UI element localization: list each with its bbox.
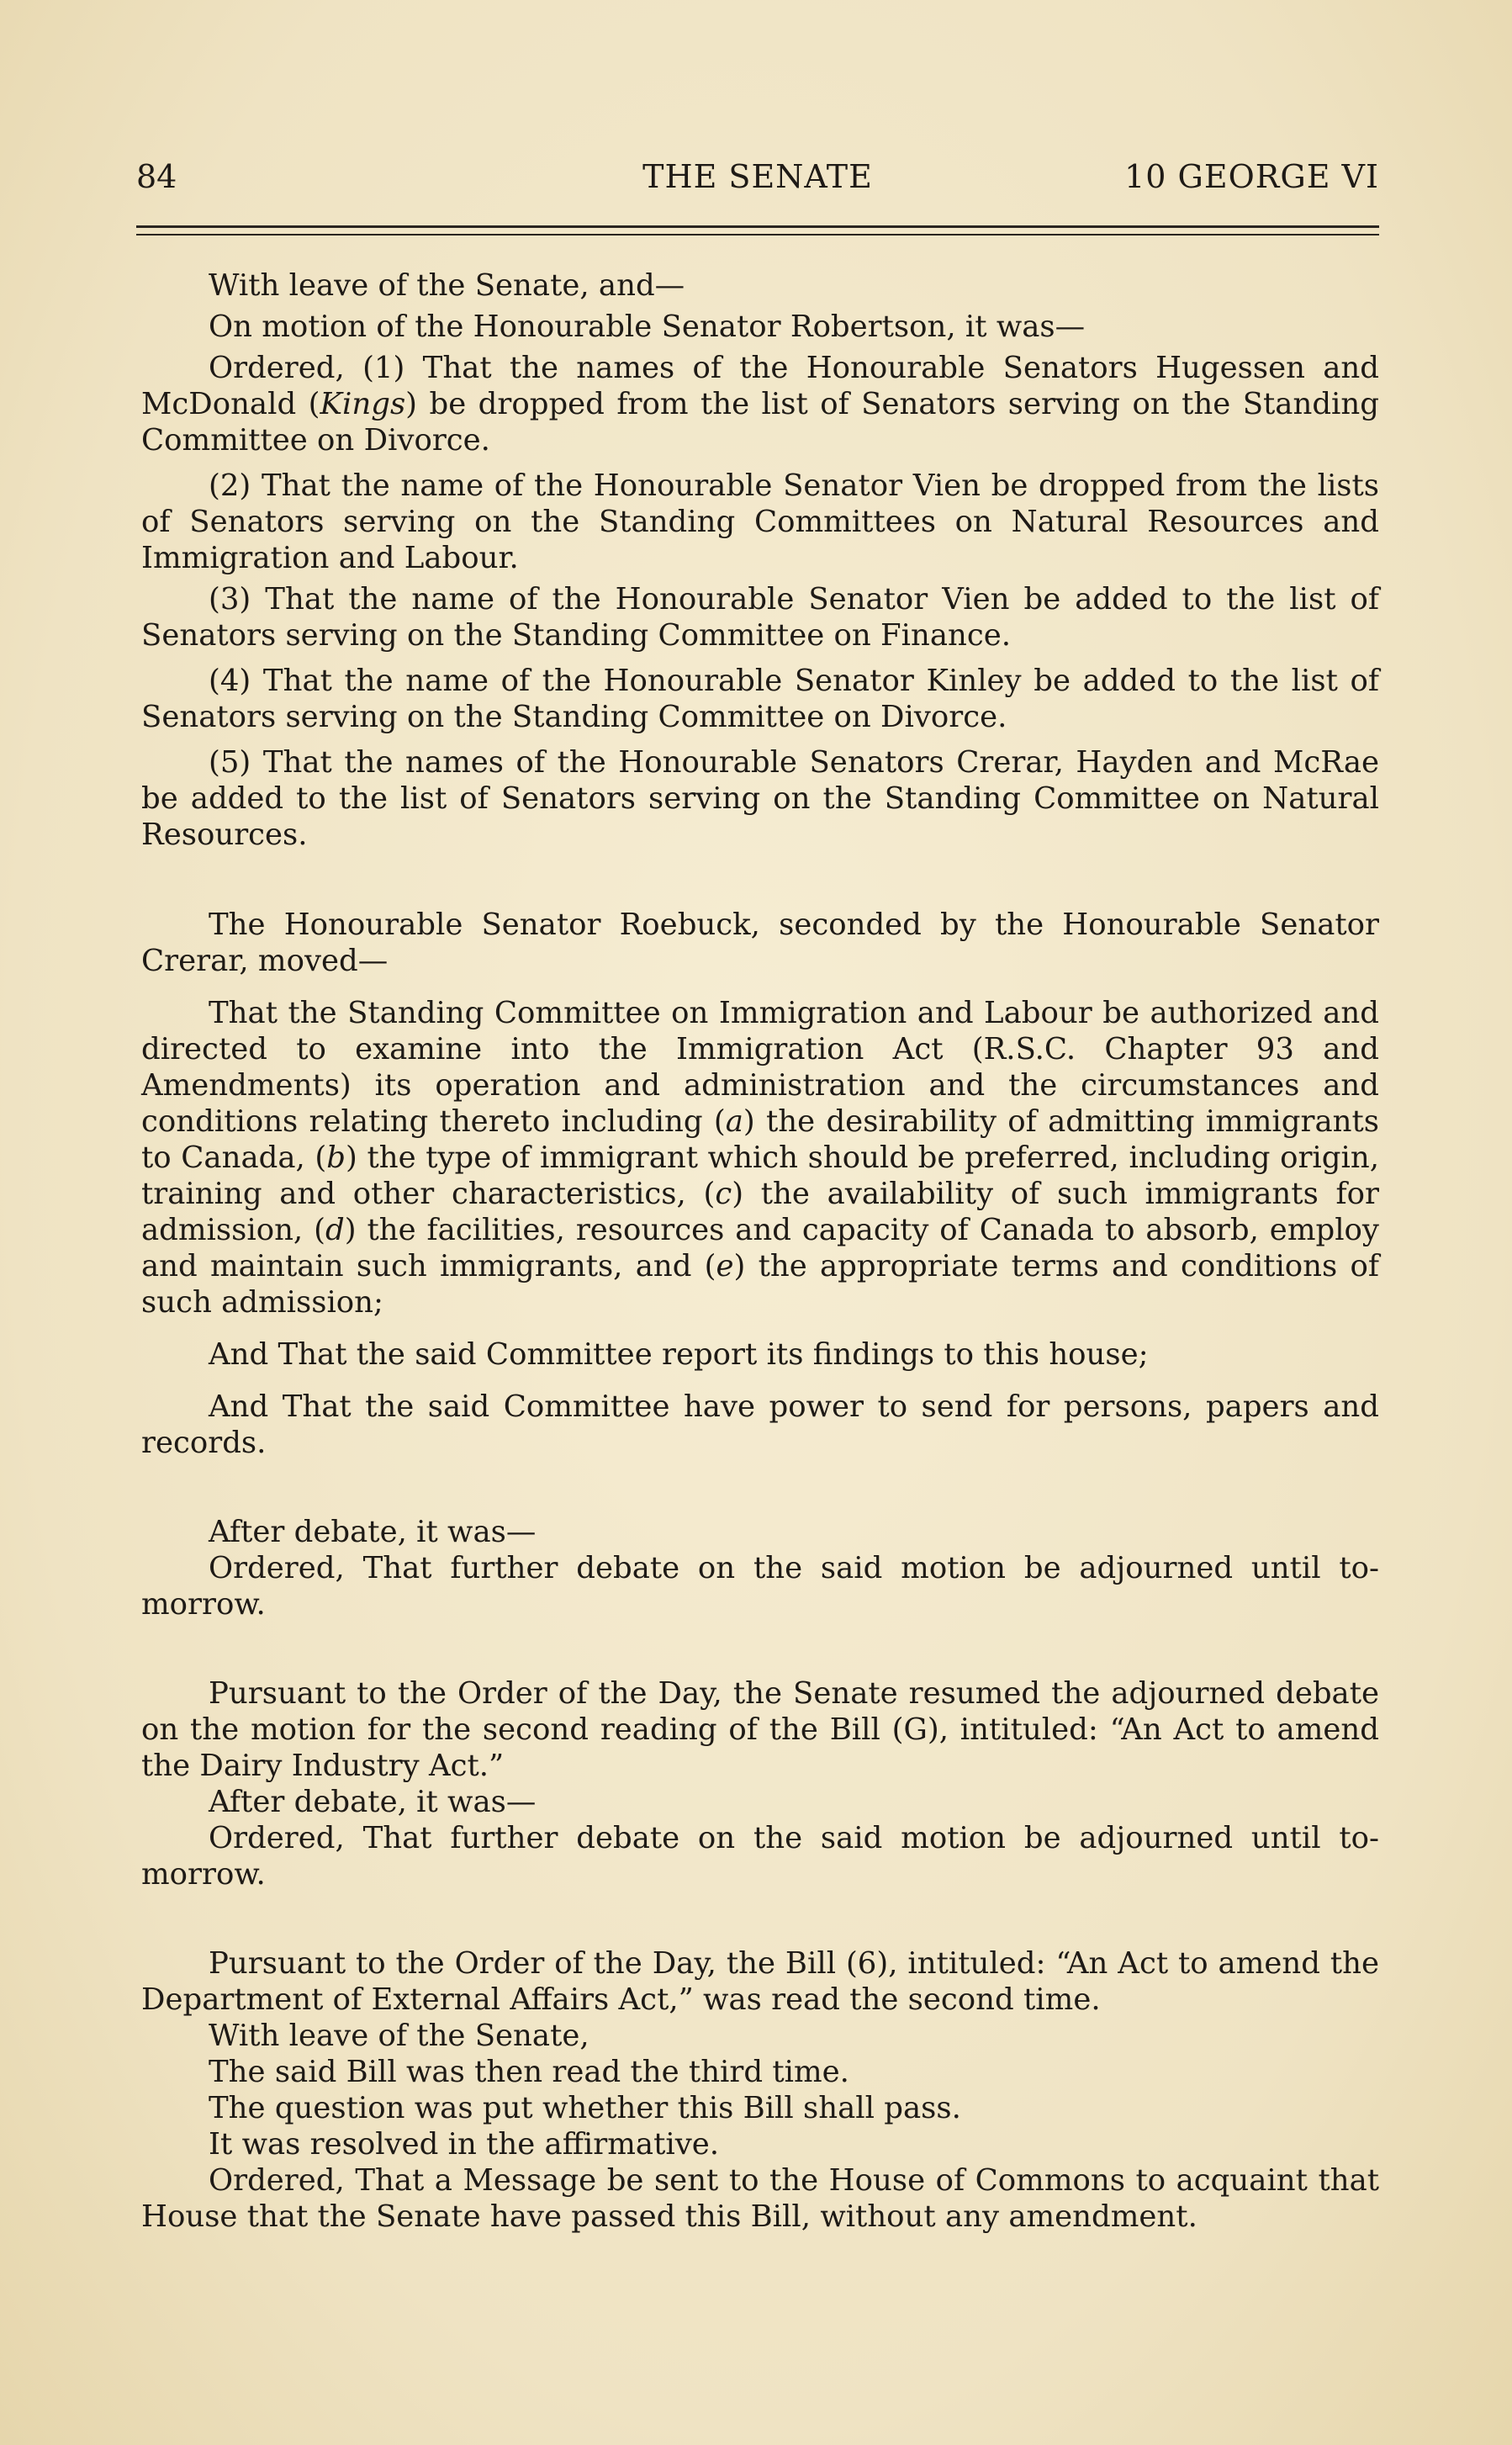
- paragraph: Ordered, That further debate on the said motion be adjourned until to-morrow.: [141, 1821, 1379, 1892]
- page-header: [136, 156, 1379, 198]
- paragraph: (5) That the names of the Honourable Senators Crerar, Hayden and McRae be added to the list of Senators serving on the Standing Committee on Natural Resources.: [141, 745, 1379, 852]
- paragraph: Ordered, That a Message be sent to the House of Commons to acquaint that House that the Senate have passed this Bill, without any amendment.: [141, 2163, 1379, 2234]
- paragraph: With leave of the Senate,: [209, 2019, 589, 2053]
- paragraph: Ordered, (1) That the names of the Honourable Senators Hugessen and McDonald (Kings) be dropped from the list of Senators serving on the Standing Committee on Divorce.: [141, 351, 1380, 458]
- paragraph: After debate, it was—: [209, 1515, 537, 1549]
- paragraph: With leave of the Senate, and—: [209, 268, 685, 303]
- paragraph: After debate, it was—: [209, 1785, 537, 1819]
- paragraph: The said Bill was then read the third time.: [209, 2055, 849, 2089]
- page-number: 84: [136, 158, 177, 195]
- paragraph: (4) That the name of the Honourable Senator Kinley be added to the list of Senators serving on the Standing Committee on Divorce.: [141, 664, 1379, 734]
- paragraph: That the Standing Committee on Immigration and Labour be authorized and directed to examine into the Immigration Act (R.S.C. Chapter 93 and Amendments) its operation and administration and the circumstances and conditions relating thereto including (a) the desirability of admitting immigrants to Canada, (b) the type of immigrant which should be preferred, including origin, training and other characteristics, (c) the availability of such immigrants for admission, (d) the facilities, resources and capacity of Canada to absorb, employ and maintain such immigrants, and (e) the appropriate terms and conditions of such admission;: [141, 996, 1379, 1320]
- paragraph: The question was put whether this Bill shall pass.: [209, 2091, 961, 2125]
- paragraph: (3) That the name of the Honourable Senator Vien be added to the list of Senators serving on the Standing Committee on Finance.: [141, 582, 1379, 653]
- paragraph: On motion of the Honourable Senator Robertson, it was—: [209, 310, 1086, 344]
- paragraph: And That the said Committee report its findings to this house;: [209, 1337, 1149, 1372]
- page-body: [141, 267, 1379, 2235]
- paragraph: And That the said Committee have power to send for persons, papers and records.: [141, 1389, 1379, 1460]
- paragraph: (2) That the name of the Honourable Senator Vien be dropped from the lists of Senators serving on the Standing Committees on Natural Resources and Immigration and Labour.: [141, 468, 1379, 575]
- paragraph: Ordered, That further debate on the said motion be adjourned until to-morrow.: [141, 1551, 1379, 1622]
- header-double-rule: [136, 225, 1379, 236]
- paragraph: Pursuant to the Order of the Day, the Bill (6), intituled: “An Act to amend the Department of External Affairs Act,” was read the second time.: [141, 1946, 1379, 2017]
- paragraph: The Honourable Senator Roebuck, seconded by the Honourable Senator Crerar, moved—: [141, 908, 1379, 978]
- running-title: THE SENATE: [642, 158, 873, 195]
- paragraph: Pursuant to the Order of the Day, the Senate resumed the adjourned debate on the motion for the second reading of the Bill (G), intituled: “An Act to amend the Dairy Industry Act.”: [141, 1676, 1379, 1783]
- paragraph: It was resolved in the affirmative.: [209, 2127, 720, 2162]
- regnal-year: 10 GEORGE VI: [1124, 158, 1379, 195]
